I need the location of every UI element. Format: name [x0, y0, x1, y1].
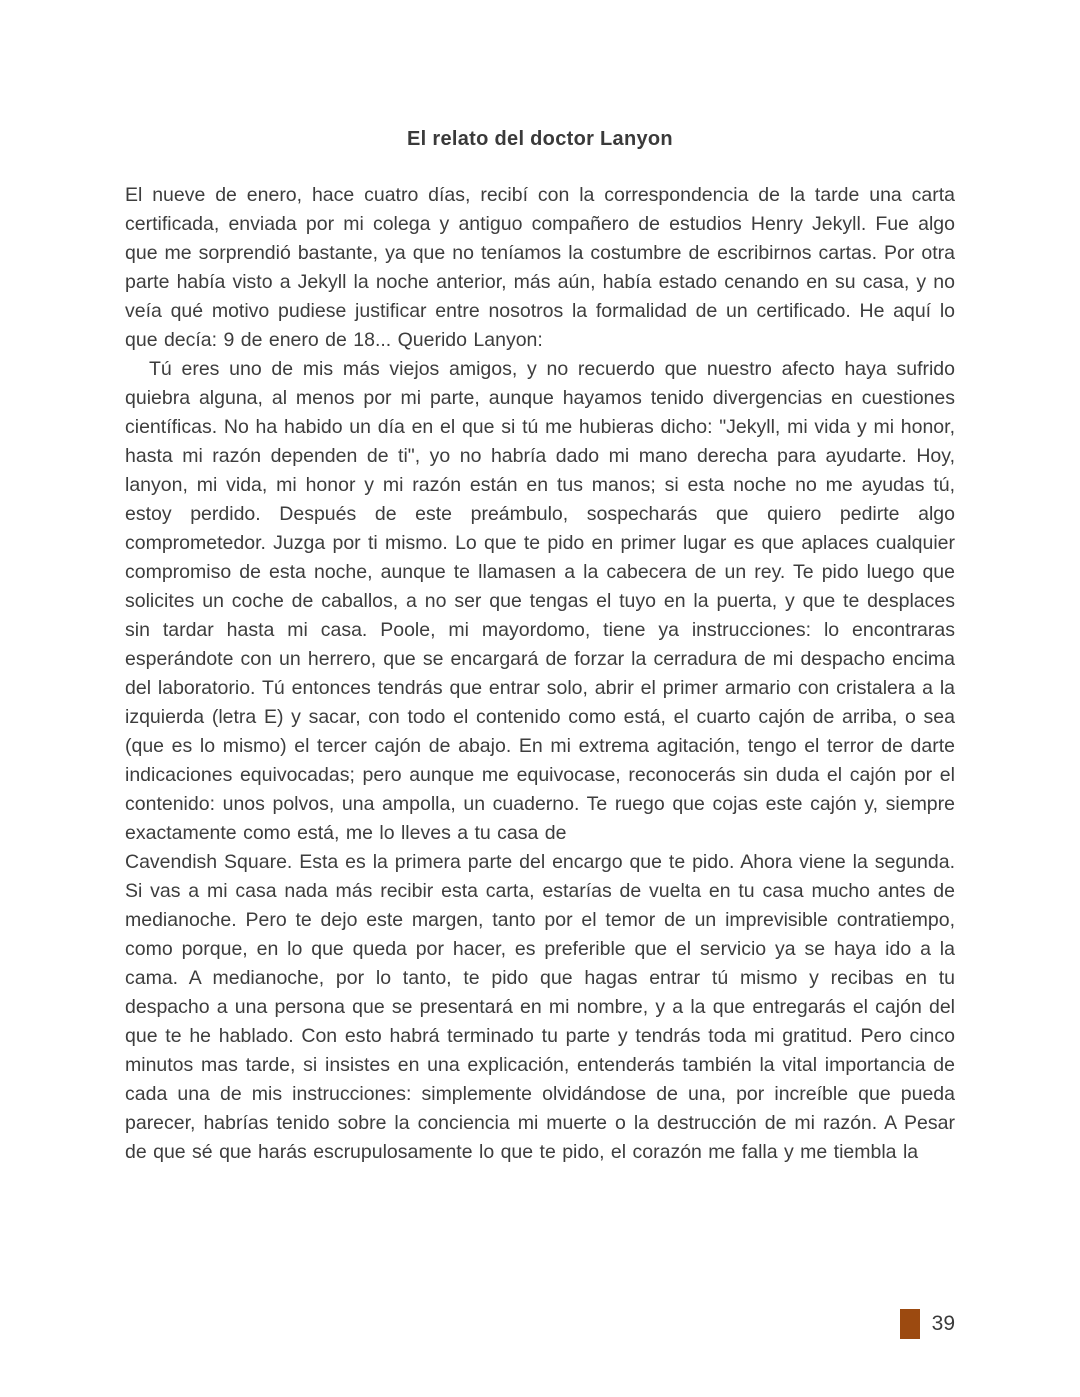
page-footer: [900, 1309, 955, 1339]
body-paragraph: Tú eres uno de mis más viejos amigos, y no recuerdo que nuestro afecto haya sufrido quiebra alguna, al menos por mi parte, aunque hayamos tenido divergencias en cuestiones científicas. No ha habido un día en el que si tú me hubieras dicho: "Jekyll, mi vida y mi honor, hasta mi razón dependen de ti", yo no habría dado mi mano derecha para ayudarte. Hoy, lanyon, mi vida, mi honor y mi razón están en tus manos; si esta noche no me ayudas tú, estoy perdido. Después de este preámbulo, sospecharás que quiero pedirte algo comprometedor. Juzga por ti mismo. Lo que te pido en primer lugar es que aplaces cualquier compromiso de esta noche, aunque te llamasen a la cabecera de un rey. Te pido luego que solicites un coche de caballos, a no ser que tengas el tuyo en la puerta, y que te desplaces sin tardar hasta mi casa. Poole, mi mayordomo, tiene ya instrucciones: lo encontraras esperándote con un herrero, que se encargará de forzar la cerradura de mi despacho encima del laboratorio. Tú entonces tendrás que entrar solo, abrir el primer armario con cristalera a la izquierda (letra E) y sacar, con todo el contenido como está, el cuarto cajón de arriba, o sea (que es lo mismo) el tercer cajón de abajo. En mi extrema agitación, tengo el terror de darte indicaciones equivocadas; pero aunque me equivocase, reconocerás sin duda el cajón por el contenido: unos polvos, una ampolla, un cuaderno. Te ruego que cojas este cajón y, siempre exactamente como está, me lo lleves a tu casa de: [125, 358, 955, 844]
text-block: [125, 128, 955, 1167]
body-paragraph: El nueve de enero, hace cuatro días, recibí con la correspondencia de la tarde una carta certificada, enviada por mi colega y antiguo compañero de estudios Henry Jekyll. Fue algo que me sorprendió bastante, ya que no teníamos la costumbre de escribirnos cartas. Por otra parte había visto a Jekyll la noche anterior, más aún, había estado cenando en su casa, y no veía qué motivo pudiese justificar entre nosotros la formalidad de un certificado. He aquí lo que decía: 9 de enero de 18... Querido Lanyon:: [125, 184, 955, 351]
page-number-marker: [900, 1309, 920, 1339]
body-text: [125, 181, 955, 1167]
body-paragraph: Cavendish Square. Esta es la primera parte del encargo que te pido. Ahora viene la segunda. Si vas a mi casa nada más recibir esta carta, estarías de vuelta en tu casa mucho antes de medianoche. Pero te dejo este margen, tanto por el temor de un imprevisible contratiempo, como porque, en lo que queda por hacer, es preferible que el servicio ya se haya ido a la cama. A medianoche, por lo tanto, te pido que hagas entrar tú mismo y recibas en tu despacho a una persona que se presentará en mi nombre, y a la que entregarás el cajón del que te he hablado. Con esto habrá terminado tu parte y tendrás toda mi gratitud. Pero cinco minutos mas tarde, si insistes en una explicación, entenderás también la vital importancia de cada una de mis instrucciones: simplemente olvidándose de una, por increíble que pueda parecer, habrías tenido sobre la conciencia mi muerte o la destrucción de mi razón. A Pesar de que sé que harás escrupulosamente lo que te pido, el corazón me falla y me tiembla la: [125, 851, 955, 1163]
page-title: El relato del doctor Lanyon: [407, 128, 673, 150]
page-number: 39: [931, 1312, 955, 1335]
